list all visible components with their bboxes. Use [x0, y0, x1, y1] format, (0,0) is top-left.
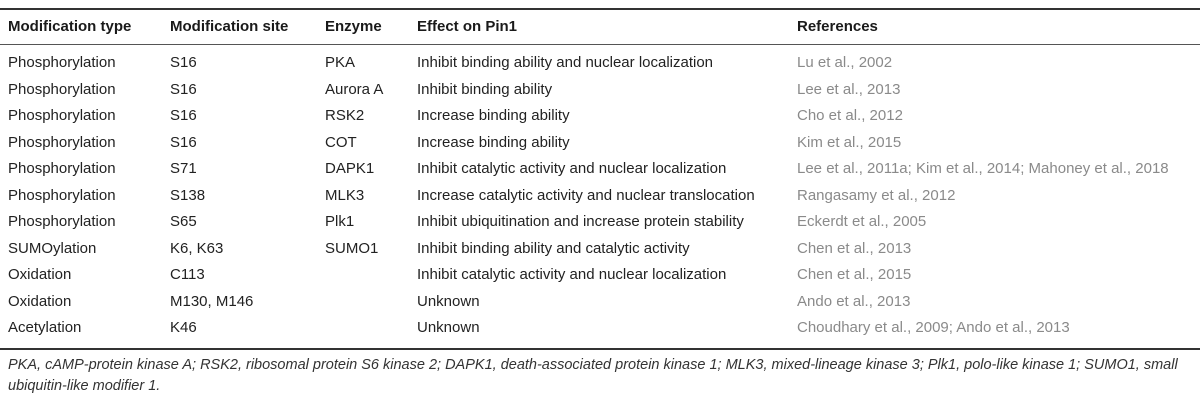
cell-effect: Inhibit catalytic activity and nuclear localization: [417, 266, 727, 283]
cell-modification-type: Phosphorylation: [8, 54, 116, 71]
table-row: [0, 289, 1200, 316]
cell-reference-link[interactable]: Lee et al., 2013: [797, 80, 901, 98]
cell-effect: Unknown: [417, 319, 480, 336]
cell-reference-link[interactable]: Ando et al., 2013: [797, 292, 911, 310]
cell-enzyme: Plk1: [325, 213, 355, 230]
cell-effect: Increase binding ability: [417, 107, 570, 124]
header-modification-type: Modification type: [8, 18, 132, 35]
cell-modification-site: M130, M146: [170, 292, 254, 310]
cell-reference-link[interactable]: Lee et al., 2011a; Kim et al., 2014; Mahoney et al., 2018: [797, 160, 1169, 177]
table-header-row: [0, 10, 1200, 44]
cell-enzyme: Aurora A: [325, 80, 384, 98]
cell-enzyme: RSK2: [325, 107, 365, 124]
cell-modification-type: Phosphorylation: [8, 80, 116, 98]
cell-enzyme: DAPK1: [325, 160, 375, 177]
table-bottom-rule: [0, 348, 1200, 350]
table-row: [0, 262, 1200, 289]
cell-modification-type: Phosphorylation: [8, 133, 116, 151]
cell-modification-type: SUMOylation: [8, 239, 97, 257]
cell-reference-link[interactable]: Chen et al., 2015: [797, 266, 912, 283]
cell-reference-link[interactable]: Lu et al., 2002: [797, 54, 893, 71]
cell-reference-link[interactable]: Rangasamy et al., 2012: [797, 186, 956, 204]
cell-modification-site: K6, K63: [170, 239, 224, 257]
cell-modification-site: S16: [170, 80, 197, 98]
cell-effect: Inhibit ubiquitination and increase protein stability: [417, 213, 744, 230]
cell-enzyme: SUMO1: [325, 239, 379, 257]
cell-modification-site: S65: [170, 213, 197, 230]
cell-effect: Inhibit binding ability and catalytic activity: [417, 239, 690, 257]
cell-reference-link[interactable]: Eckerdt et al., 2005: [797, 213, 927, 230]
table-row: [0, 315, 1200, 342]
table-row: [0, 50, 1200, 77]
cell-reference-link[interactable]: Cho et al., 2012: [797, 107, 903, 124]
cell-effect: Unknown: [417, 292, 480, 310]
cell-effect: Inhibit catalytic activity and nuclear localization: [417, 160, 727, 177]
cell-modification-type: Oxidation: [8, 266, 72, 283]
cell-effect: Inhibit binding ability and nuclear localization: [417, 54, 714, 71]
cell-modification-type: Phosphorylation: [8, 107, 116, 124]
cell-effect: Inhibit binding ability: [417, 80, 553, 98]
table-row: [0, 77, 1200, 104]
header-references: References: [797, 18, 878, 35]
cell-modification-site: S16: [170, 107, 197, 124]
cell-modification-site: S71: [170, 160, 197, 177]
header-effect-on-pin1: Effect on Pin1: [417, 18, 518, 35]
cell-reference-link[interactable]: Kim et al., 2015: [797, 133, 902, 151]
cell-effect: Increase catalytic activity and nuclear translocation: [417, 186, 755, 204]
cell-modification-type: Phosphorylation: [8, 160, 116, 177]
table-row: [0, 103, 1200, 130]
table-body: [0, 45, 1200, 348]
cell-modification-type: Phosphorylation: [8, 213, 116, 230]
cell-reference-link[interactable]: Chen et al., 2013: [797, 239, 912, 257]
table-row: [0, 156, 1200, 183]
table-footnote: PKA, cAMP-protein kinase A; RSK2, ribosomal protein S6 kinase 2; DAPK1, death-associated protein kinase 1; MLK3, mixed-lineage kinase 3; Plk1, polo-like kinase 1; SUMO1, small ubiquitin-like modifier 1.: [8, 357, 1178, 394]
cell-modification-type: Oxidation: [8, 292, 72, 310]
cell-modification-site: C113: [170, 266, 205, 283]
table-row: [0, 209, 1200, 236]
cell-modification-site: S138: [170, 186, 206, 204]
cell-modification-site: K46: [170, 319, 197, 336]
table-row: [0, 183, 1200, 210]
cell-modification-type: Phosphorylation: [8, 186, 116, 204]
table-row: [0, 130, 1200, 157]
header-enzyme: Enzyme: [325, 18, 382, 35]
cell-modification-type: Acetylation: [8, 319, 82, 336]
cell-enzyme: PKA: [325, 54, 356, 71]
table-row: [0, 236, 1200, 263]
cell-enzyme: MLK3: [325, 186, 365, 204]
cell-reference-link[interactable]: Choudhary et al., 2009; Ando et al., 2013: [797, 319, 1070, 336]
cell-enzyme: COT: [325, 133, 357, 151]
cell-modification-site: S16: [170, 54, 197, 71]
header-modification-site: Modification site: [170, 18, 289, 35]
cell-effect: Increase binding ability: [417, 133, 570, 151]
cell-modification-site: S16: [170, 133, 197, 151]
